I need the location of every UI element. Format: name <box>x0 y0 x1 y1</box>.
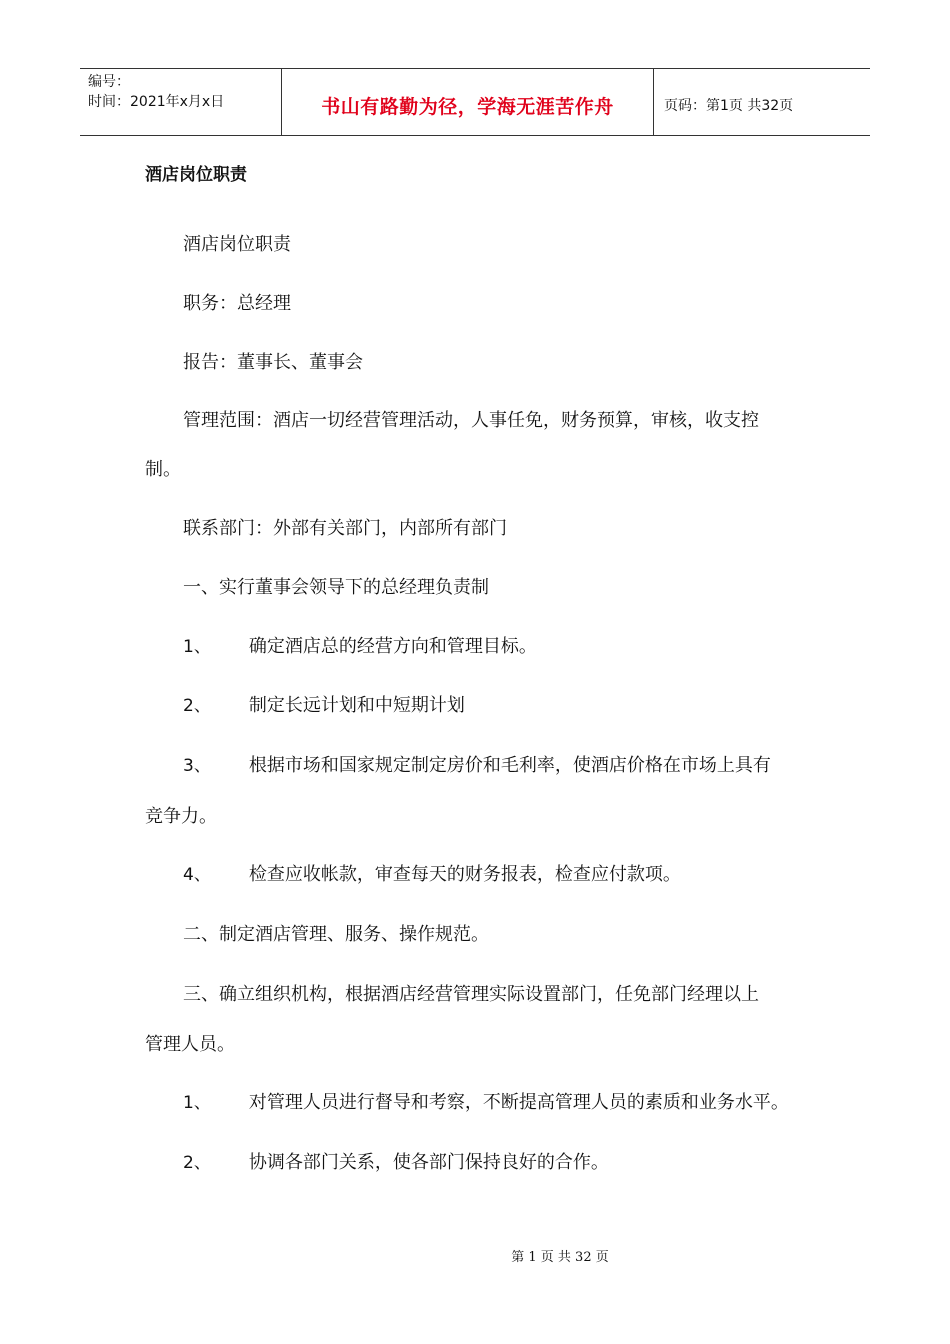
section-one-heading: 一、实行董事会领导下的总经理负责制 <box>183 577 489 598</box>
document-title: 酒店岗位职责 <box>145 165 247 185</box>
list-item <box>183 632 537 658</box>
list-item-text: 确定酒店总的经营方向和管理目标。 <box>248 636 537 657</box>
list-item <box>183 1088 789 1114</box>
header-motto-cell <box>282 69 654 135</box>
section-three-line1: 三、确立组织机构，根据酒店经营管理实际设置部门，任免部门经理以上 <box>183 984 759 1005</box>
list-item <box>183 691 465 717</box>
list-item-continuation: 竞争力。 <box>145 806 217 827</box>
list-item-number: 3、 <box>183 756 211 776</box>
header-meta-cell <box>80 69 282 135</box>
paragraph-scope-line1: 管理范围：酒店一切经营管理活动，人事任免，财务预算，审核，收支控 <box>183 410 759 431</box>
list-item-number: 2、 <box>183 696 211 716</box>
header-page-cell <box>654 69 870 135</box>
list-item <box>183 860 681 886</box>
paragraph-title-repeat: 酒店岗位职责 <box>183 234 291 255</box>
paragraph-contacts: 联系部门：外部有关部门，内部所有部门 <box>183 518 507 539</box>
paragraph-position: 职务：总经理 <box>183 293 291 314</box>
list-item-text: 检查应收帐款，审查每天的财务报表，检查应付款项。 <box>248 864 681 885</box>
list-item-text: 根据市场和国家规定制定房价和毛利率，使酒店价格在市场上具有 <box>248 755 771 776</box>
list-item-number: 1、 <box>183 637 211 657</box>
list-item <box>183 1148 609 1174</box>
section-three-line2: 管理人员。 <box>145 1034 235 1055</box>
list-item <box>183 751 771 777</box>
list-item-number: 1、 <box>183 1093 211 1113</box>
header-table <box>80 68 870 136</box>
code-label: 编号： <box>88 74 130 90</box>
list-item-number: 4、 <box>183 865 211 885</box>
paragraph-scope-line2: 制。 <box>145 459 181 480</box>
paragraph-report: 报告：董事长、董事会 <box>183 352 363 373</box>
page-footer <box>0 1246 950 1265</box>
time-label: 时间：2021年x月x日 <box>88 94 225 110</box>
section-two-heading: 二、制定酒店管理、服务、操作规范。 <box>183 924 489 945</box>
footer-page-number: 第 1 页 共 32 页 <box>511 1250 609 1265</box>
list-item-text: 协调各部门关系，使各部门保持良好的合作。 <box>248 1152 609 1173</box>
list-item-text: 对管理人员进行督导和考察，不断提高管理人员的素质和业务水平。 <box>248 1092 789 1113</box>
motto-text: 书山有路勤为径，学海无涯苦作舟 <box>321 95 614 118</box>
list-item-text: 制定长远计划和中短期计划 <box>248 695 465 716</box>
page-info: 页码：第1页 共32页 <box>664 98 794 114</box>
list-item-number: 2、 <box>183 1153 211 1173</box>
